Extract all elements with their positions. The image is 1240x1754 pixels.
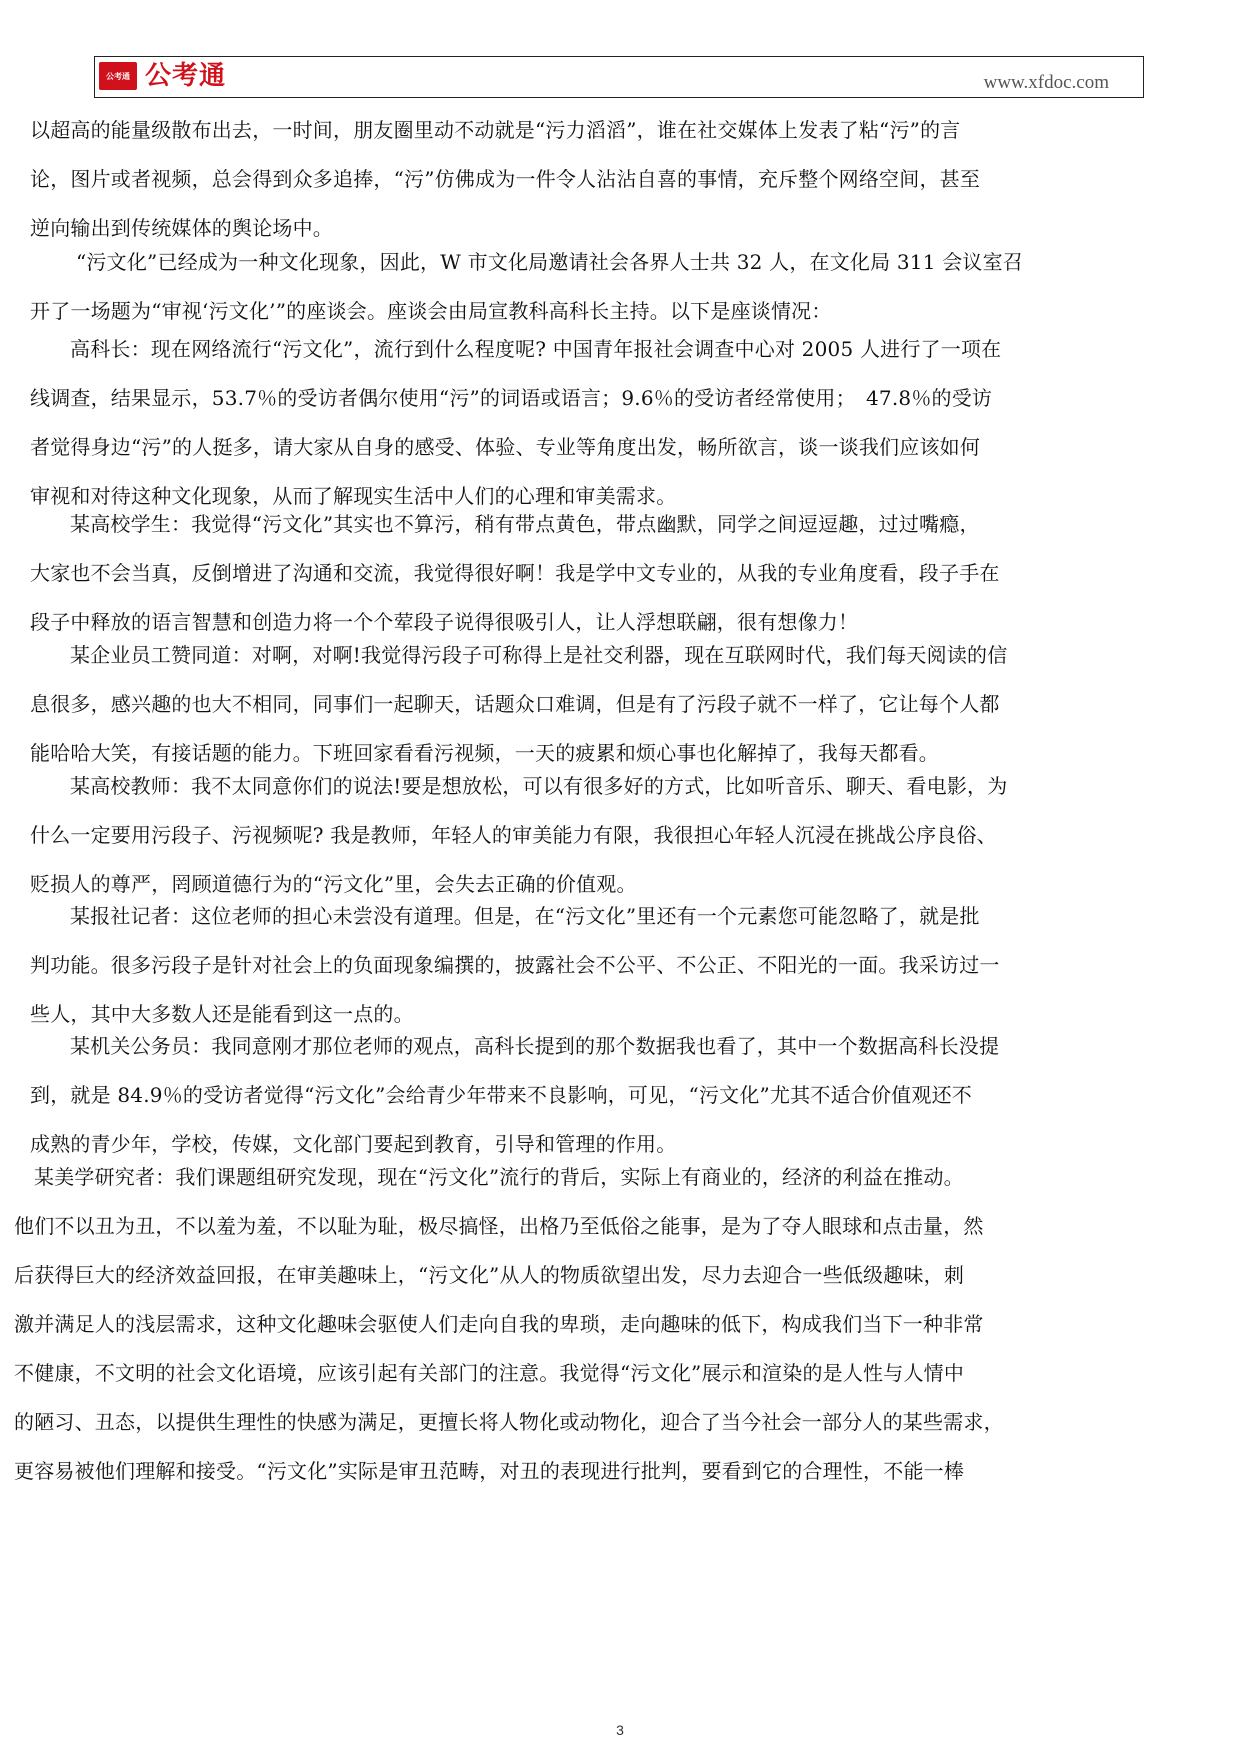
text-line: 段子中释放的语言智慧和创造力将一个个荤段子说得很吸引人，让人浮想联翩，很有想像力！ [30,610,859,634]
text-line: 某高校教师：我不太同意你们的说法!要是想放松，可以有很多好的方式，比如听音乐、聊天、看电影，为 [70,774,1008,798]
text-line: 者觉得身边“污”的人挺多，请大家从自身的感受、体验、专业等角度出发，畅所欲言，谈一谈我们应该如何 [30,435,981,459]
text-line: “污文化”已经成为一种文化现象，因此，W 市文化局邀请社会各界人士共 32 人，在文化局 311 会议室召 [76,250,1024,274]
paragraph-2 [30,238,1176,336]
text-line: 审视和对待这种文化现象，从而了解现实生活中人们的心理和审美需求。 [30,484,677,508]
logo-badge: 公考通 [99,62,137,90]
text-line: 逆向输出到传统媒体的舆论场中。 [30,216,333,240]
paragraph-1 [30,106,1130,253]
paragraph-5 [30,631,1130,778]
text-line: 开了一场题为“审视‘污文化’”的座谈会。座谈会由局宣教科高科长主持。以下是座谈情况： [30,299,832,323]
text-line: 更容易被他们理解和接受。“污文化”实际是审丑范畴，对丑的表现进行批判，要看到它的合理性，不能一棒 [14,1459,965,1483]
text-line: 能哈哈大笑，有接话题的能力。下班回家看看污视频，一天的疲累和烦心事也化解掉了，我每天都看。 [30,741,939,765]
text-line: 某高校学生：我觉得“污文化”其实也不算污，稍有带点黄色，带点幽默，同学之间逗逗趣，过过嘴瘾， [70,512,980,536]
text-line: 什么一定要用污段子、污视频呢? 我是教师，年轻人的审美能力有限，我很担心年轻人沉浸在挑战公序良俗、 [30,823,997,847]
text-line: 某机关公务员：我同意刚才那位老师的观点，高科长提到的那个数据我也看了，其中一个数据高科长没提 [70,1034,1000,1058]
text-line: 某美学研究者：我们课题组研究发现，现在“污文化”流行的背后，实际上有商业的，经济的利益在推动。 [34,1165,964,1189]
text-line: 到，就是 84.9％的受访者觉得“污文化”会给青少年带来不良影响，可见，“污文化”尤其不适合价值观还不 [30,1083,972,1107]
text-line: 息很多，感兴趣的也大不相同，同事们一起聊天，话题众口难调，但是有了污段子就不一样了，它让每个人都 [30,692,1000,716]
text-line: 大家也不会当真，反倒增进了沟通和交流，我觉得很好啊！我是学中文专业的，从我的专业角度看，段子手在 [30,561,1000,585]
logo-text: 公考通 [145,61,227,91]
text-line: 后获得巨大的经济效益回报，在审美趣味上，“污文化”从人的物质欲望出发，尽力去迎合一些低级趣味，刺 [14,1263,965,1287]
text-line: 以超高的能量级散布出去，一时间，朋友圈里动不动就是“污力滔滔”，谁在社交媒体上发表了粘“污”的言 [30,118,961,142]
site-url: www.xfdoc.com [983,72,1109,93]
text-line: 论，图片或者视频，总会得到众多追捧，“污”仿佛成为一件令人沾沾自喜的事情，充斥整个网络空间，甚至 [30,167,981,191]
text-line: 线调查，结果显示，53.7％的受访者偶尔使用“污”的词语或语言；9.6％的受访者经常使用； 47.8％的受访 [30,386,993,410]
page-header [94,56,1144,98]
text-line: 不健康，不文明的社会文化语境，应该引起有关部门的注意。我觉得“污文化”展示和渲染的是人性与人情中 [14,1361,965,1385]
paragraph-9 [14,1153,1114,1496]
paragraph-3 [30,325,1130,521]
logo [99,62,226,90]
text-line: 高科长：现在网络流行“污文化”，流行到什么程度呢? 中国青年报社会调查中心对 2005 人进行了一项在 [70,337,1002,361]
text-line: 贬损人的尊严，罔顾道德行为的“污文化”里，会失去正确的价值观。 [30,872,637,896]
text-line: 的陋习、丑态，以提供生理性的快感为满足，更擅长将人物化或动物化，迎合了当今社会一部分人的某些需求， [14,1410,1004,1434]
text-line: 判功能。很多污段子是针对社会上的负面现象编撰的，披露社会不公平、不公正、不阳光的一面。我采访过一 [30,953,1000,977]
paragraph-4 [30,500,1130,647]
text-line: 某报社记者：这位老师的担心未尝没有道理。但是，在“污文化”里还有一个元素您可能忽略了，就是批 [70,904,980,928]
text-line: 成熟的青少年，学校，传媒，文化部门要起到教育，引导和管理的作用。 [30,1132,677,1156]
paragraph-6 [30,762,1130,909]
page-number: 3 [616,1722,624,1738]
text-line: 些人，其中大多数人还是能看到这一点的。 [30,1002,414,1026]
text-line: 某企业员工赞同道：对啊，对啊!我觉得污段子可称得上是社交利器，现在互联网时代，我们每天阅读的信 [70,643,1008,667]
paragraph-8 [30,1022,1130,1169]
text-line: 激并满足人的浅层需求，这种文化趣味会驱使人们走向自我的卑琐，走向趣味的低下，构成我们当下一种非常 [14,1312,984,1336]
text-line: 他们不以丑为丑，不以羞为羞，不以耻为耻，极尽搞怪，出格乃至低俗之能事，是为了夺人眼球和点击量，然 [14,1214,984,1238]
paragraph-7 [30,892,1130,1039]
